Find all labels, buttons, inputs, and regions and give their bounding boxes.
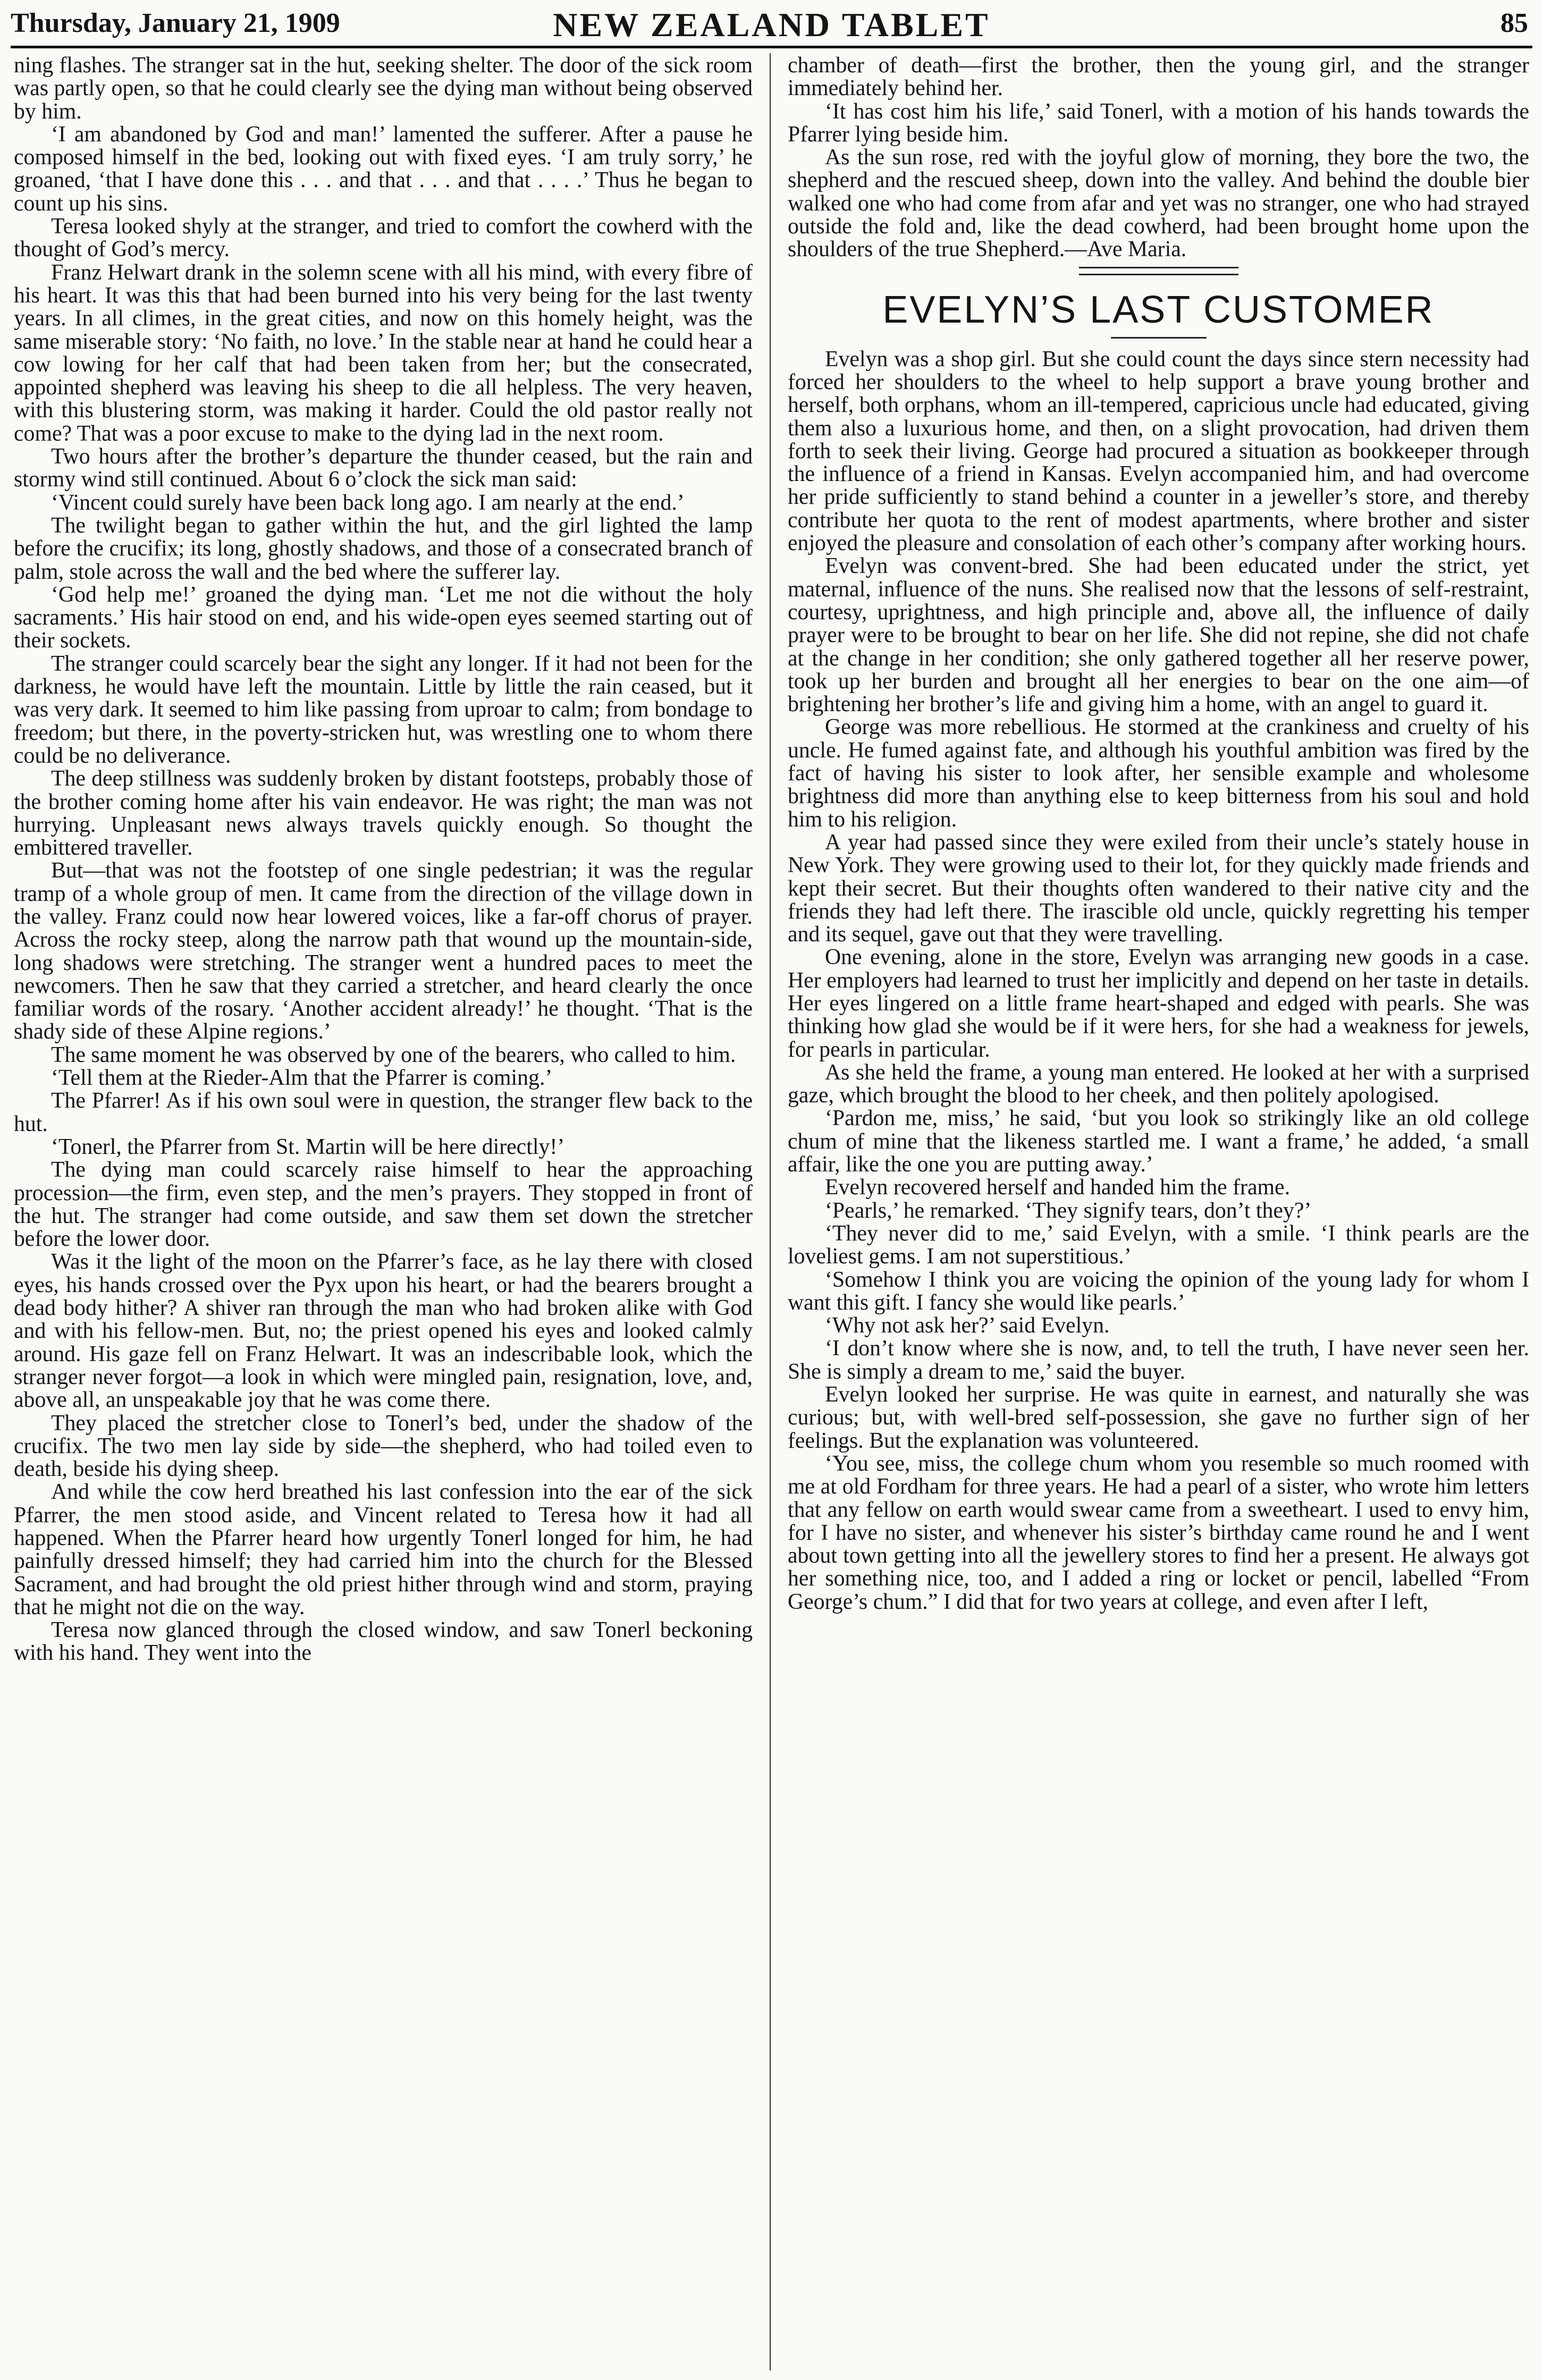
paragraph: As she held the frame, a young man entered. He looked at her with a surprised gaze, which brought the blood to her cheek, and then politely apologised. <box>788 1060 1529 1108</box>
paragraph: chamber of death—first the brother, then the young girl, and the stranger immediately behind her. <box>788 54 1529 101</box>
page-number: 85 <box>1500 8 1528 38</box>
paragraph: ‘I don’t know where she is now, and, to tell the truth, I have never seen her. She is simply a dream to me,’ said the buyer. <box>788 1336 1529 1384</box>
paragraph: One evening, alone in the store, Evelyn was arranging new goods in a case. Her employers had learned to trust her implicitly and depend on her taste in details. Her eyes lingered on a little frame heart-shaped and edged with pearls. She was thinking how glad she would be if it were hers, for she had a weakness for jewels, for pearls in particular. <box>788 945 1529 1062</box>
section-divider <box>1079 267 1238 275</box>
paragraph: The dying man could scarcely raise himself to hear the approaching procession—the firm, even step, and the men’s prayers. They stopped in front of the hut. The stranger had come outside, and saw them set down the stretcher before the lower door. <box>14 1158 753 1252</box>
paragraph: ‘Pardon me, miss,’ he said, ‘but you look so strikingly like an old college chum of mine that the likeness startled me. I want a frame,’ he added, ‘a small affair, like the one you are putting away.’ <box>788 1106 1529 1177</box>
column-divider <box>770 53 771 2370</box>
paragraph: The deep stillness was suddenly broken by distant footsteps, probably those of the brother coming home after his vain endeavor. He was right; the man was not hurrying. Unpleasant news always travels quickly enough. So thought the embittered traveller. <box>14 766 753 860</box>
paragraph: Evelyn was a shop girl. But she could count the days since stern necessity had forced her shoulders to the wheel to help support a brave young brother and herself, both orphans, whom an ill-tempered, capricious uncle had educated, giving them also a luxurious home, and then, on a slight provocation, had driven them forth to seek their living. George had procured a situation as bookkeeper through the influence of a friend in Kansas. Evelyn accompanied him, and had overcome her pride sufficiently to stand behind a counter in a jeweller’s store, and thereby contribute her quota to the rent of modest apartments, where brother and sister enjoyed the pleasure and consolation of each other’s company after working hours. <box>788 347 1529 556</box>
paragraph: ‘I am abandoned by God and man!’ lamented the sufferer. After a pause he composed himself in the bed, looking out with fixed eyes. ‘I am truly sorry,’ he groaned, ‘that I have done this . . . and that . . . and that . . . .’ Thus he began to count up his sins. <box>14 122 753 216</box>
paragraph: ‘Vincent could surely have been back long ago. I am nearly at the end.’ <box>51 490 685 515</box>
paragraph: The Pfarrer! As if his own soul were in question, the stranger flew back to the hut. <box>14 1088 753 1136</box>
left-column <box>14 54 753 2371</box>
paragraph: ‘Pearls,’ he remarked. ‘They signify tears, don’t they?’ <box>825 1198 1312 1223</box>
paragraph: They placed the stretcher close to Tonerl’s bed, under the shadow of the crucifix. The two men lay side by side—the shepherd, who had toiled even to death, beside his dying sheep. <box>14 1411 753 1482</box>
article-title: EVELYN’S LAST CUSTOMER <box>882 288 1435 331</box>
paragraph: ‘It has cost him his life,’ said Tonerl, with a motion of his hands towards the Pfarrer lying beside him. <box>788 99 1529 147</box>
masthead <box>11 4 1532 48</box>
paragraph: The same moment he was observed by one of the bearers, who called to him. <box>51 1042 736 1067</box>
paragraph: ‘Tonerl, the Pfarrer from St. Martin will be here directly!’ <box>51 1134 565 1159</box>
paragraph: George was more rebellious. He stormed at the crankiness and cruelty of his uncle. He fumed against fate, and although his youthful ambition was fired by the fact of having his sister to look after, her sensible example and wholesome brightness did more than anything else to keep bitterness from his soul and hold him to his religion. <box>788 715 1529 832</box>
paragraph: Evelyn looked her surprise. He was quite in earnest, and naturally she was curious; but, with well-bred self-possession, she gave no further sign of her feelings. But the explanation was volunteered. <box>788 1382 1529 1453</box>
paragraph: Two hours after the brother’s departure the thunder ceased, but the rain and stormy wind still continued. About 6 o’clock the sick man said: <box>14 444 753 492</box>
paragraph: ‘You see, miss, the college chum whom you resemble so much roomed with me at old Fordham for three years. He had a pearl of a sister, who wrote him letters that any fellow on earth would swear came from a sweetheart. I used to envy him, for I have no sister, and whenever his sister’s birthday came round he and I went about town getting into all the jewellery stores to find her a present. He always got her something nice, too, and I added a ring or locket or pencil, labelled “From George’s chum.” I did that for two years at college, and even after I left, <box>788 1451 1529 1614</box>
right-column <box>788 54 1529 2371</box>
newspaper-title: NEW ZEALAND TABLET <box>553 6 990 44</box>
paragraph: ‘God help me!’ groaned the dying man. ‘Let me not die without the holy sacraments.’ His hair stood on end, and his wide-open eyes seemed starting out of their sockets. <box>14 582 753 653</box>
paragraph: As the sun rose, red with the joyful glow of morning, they bore the two, the shepherd and the rescued sheep, down into the valley. And behind the double bier walked one who had come from afar and yet was no stranger, one who had strayed outside the fold and, like the dead cowherd, had been brought home upon the shoulders of the true Shepherd.—Ave Maria. <box>788 145 1529 262</box>
paragraph: Evelyn recovered herself and handed him the frame. <box>825 1175 1291 1200</box>
paragraph: Franz Helwart drank in the solemn scene with all his mind, with every fibre of his heart. It was this that had been burned into his very being for the last twenty years. In all climes, in the great cities, and now on this homely height, was the same miserable story: ‘No faith, no love.’ In the stable near at hand he could hear a cow lowing for her calf that had been taken from her; but the consecrated, appointed shepherd was leaving his sheep to die all helpless. The very heaven, with this blustering storm, was making it harder. Could the old pastor really not come? That was a poor excuse to make to the dying lad in the next room. <box>14 260 753 446</box>
paragraph: Was it the light of the moon on the Pfarrer’s face, as he lay there with closed eyes, his hands crossed over the Pyx upon his heart, or had the bearers brought a dead body hither? A shiver ran through the man who had broken alike with God and with his fellow-men. But, no; the priest opened his eyes and looked calmly around. His gaze fell on Franz Helwart. It was an indescribable look, which the stranger never forgot—a look in which were mingled pain, resignation, love, and, above all, an unspeakable joy that he was come there. <box>14 1250 753 1413</box>
paragraph: ‘They never did to me,’ said Evelyn, with a smile. ‘I think pearls are the loveliest gems. I am not superstitious.’ <box>788 1221 1529 1269</box>
paragraph: Teresa looked shyly at the stranger, and tried to comfort the cowherd with the thought of God’s mercy. <box>14 214 753 262</box>
paragraph: ning flashes. The stranger sat in the hut, seeking shelter. The door of the sick room was partly open, so that he could clearly see the dying man without being observed by him. <box>14 54 753 124</box>
paragraph: ‘Why not ask her?’ said Evelyn. <box>825 1313 1110 1338</box>
paragraph: A year had passed since they were exiled from their uncle’s stately house in New York. They were growing used to their lot, for they quickly made friends and kept their secret. But their thoughts often wandered to their native city and the friends they had left there. The irascible old uncle, quickly regretting his temper and its sequel, gave out that they were travelling. <box>788 830 1529 947</box>
paragraph: But—that was not the footstep of one single pedestrian; it was the regular tramp of a whole group of men. It came from the direction of the village down in the valley. Franz could now hear lowered voices, like a far-off chorus of prayer. Across the rocky steep, along the narrow path that wound up the mountain-side, long shadows were stretching. The stranger went a hundred paces to meet the newcomers. Then he saw that they carried a stretcher, and heard clearly the once familiar words of the rosary. ‘Another accident already!’ he thought. ‘That is the shady side of these Alpine regions.’ <box>14 858 753 1044</box>
paragraph: The stranger could scarcely bear the sight any longer. If it had not been for the darkness, he would have left the mountain. Little by little the rain ceased, but it was very dark. It seemed to him like passing from uproar to calm; from bondage to freedom; but there, in the poverty-stricken hut, was wrestling one to whom there could be no deliverance. <box>14 651 753 768</box>
paragraph: ‘Somehow I think you are voicing the opinion of the young lady for whom I want this gift. I fancy she would like pearls.’ <box>788 1267 1529 1315</box>
paragraph: And while the cow herd breathed his last confession into the ear of the sick Pfarrer, the men stood aside, and Vincent related to Teresa how it had all happened. When the Pfarrer heard how urgently Tonerl longed for him, he had painfully dressed himself; they had carried him into the church for the Blessed Sacrament, and had brought the old priest hither through wind and storm, praying that he might not die on the way. <box>14 1480 753 1619</box>
paragraph: Evelyn was convent-bred. She had been educated under the strict, yet maternal, influence of the nuns. She realised now that the lessons of self-restraint, courtesy, uprightness, and high principle and, above all, the influence of daily prayer were to be brought to bear on her life. She did not repine, she did not chafe at the change in her condition; she only gathered together all her reserve power, took up her burden and brought all her energies to bear on the one aim—of brightening her brother’s life and giving him a home, with an angel to guard it. <box>788 554 1529 717</box>
issue-date: Thursday, January 21, 1909 <box>11 8 340 38</box>
paragraph: Teresa now glanced through the closed window, and saw Tonerl beckoning with his hand. They went into the <box>14 1618 753 1666</box>
paragraph: The twilight began to gather within the hut, and the girl lighted the lamp before the crucifix; its long, ghostly shadows, and those of a consecrated branch of palm, stole across the wall and the bed where the sufferer lay. <box>14 513 753 584</box>
paragraph: ‘Tell them at the Rieder-Alm that the Pfarrer is coming.’ <box>51 1066 553 1091</box>
title-underline <box>1111 337 1207 339</box>
